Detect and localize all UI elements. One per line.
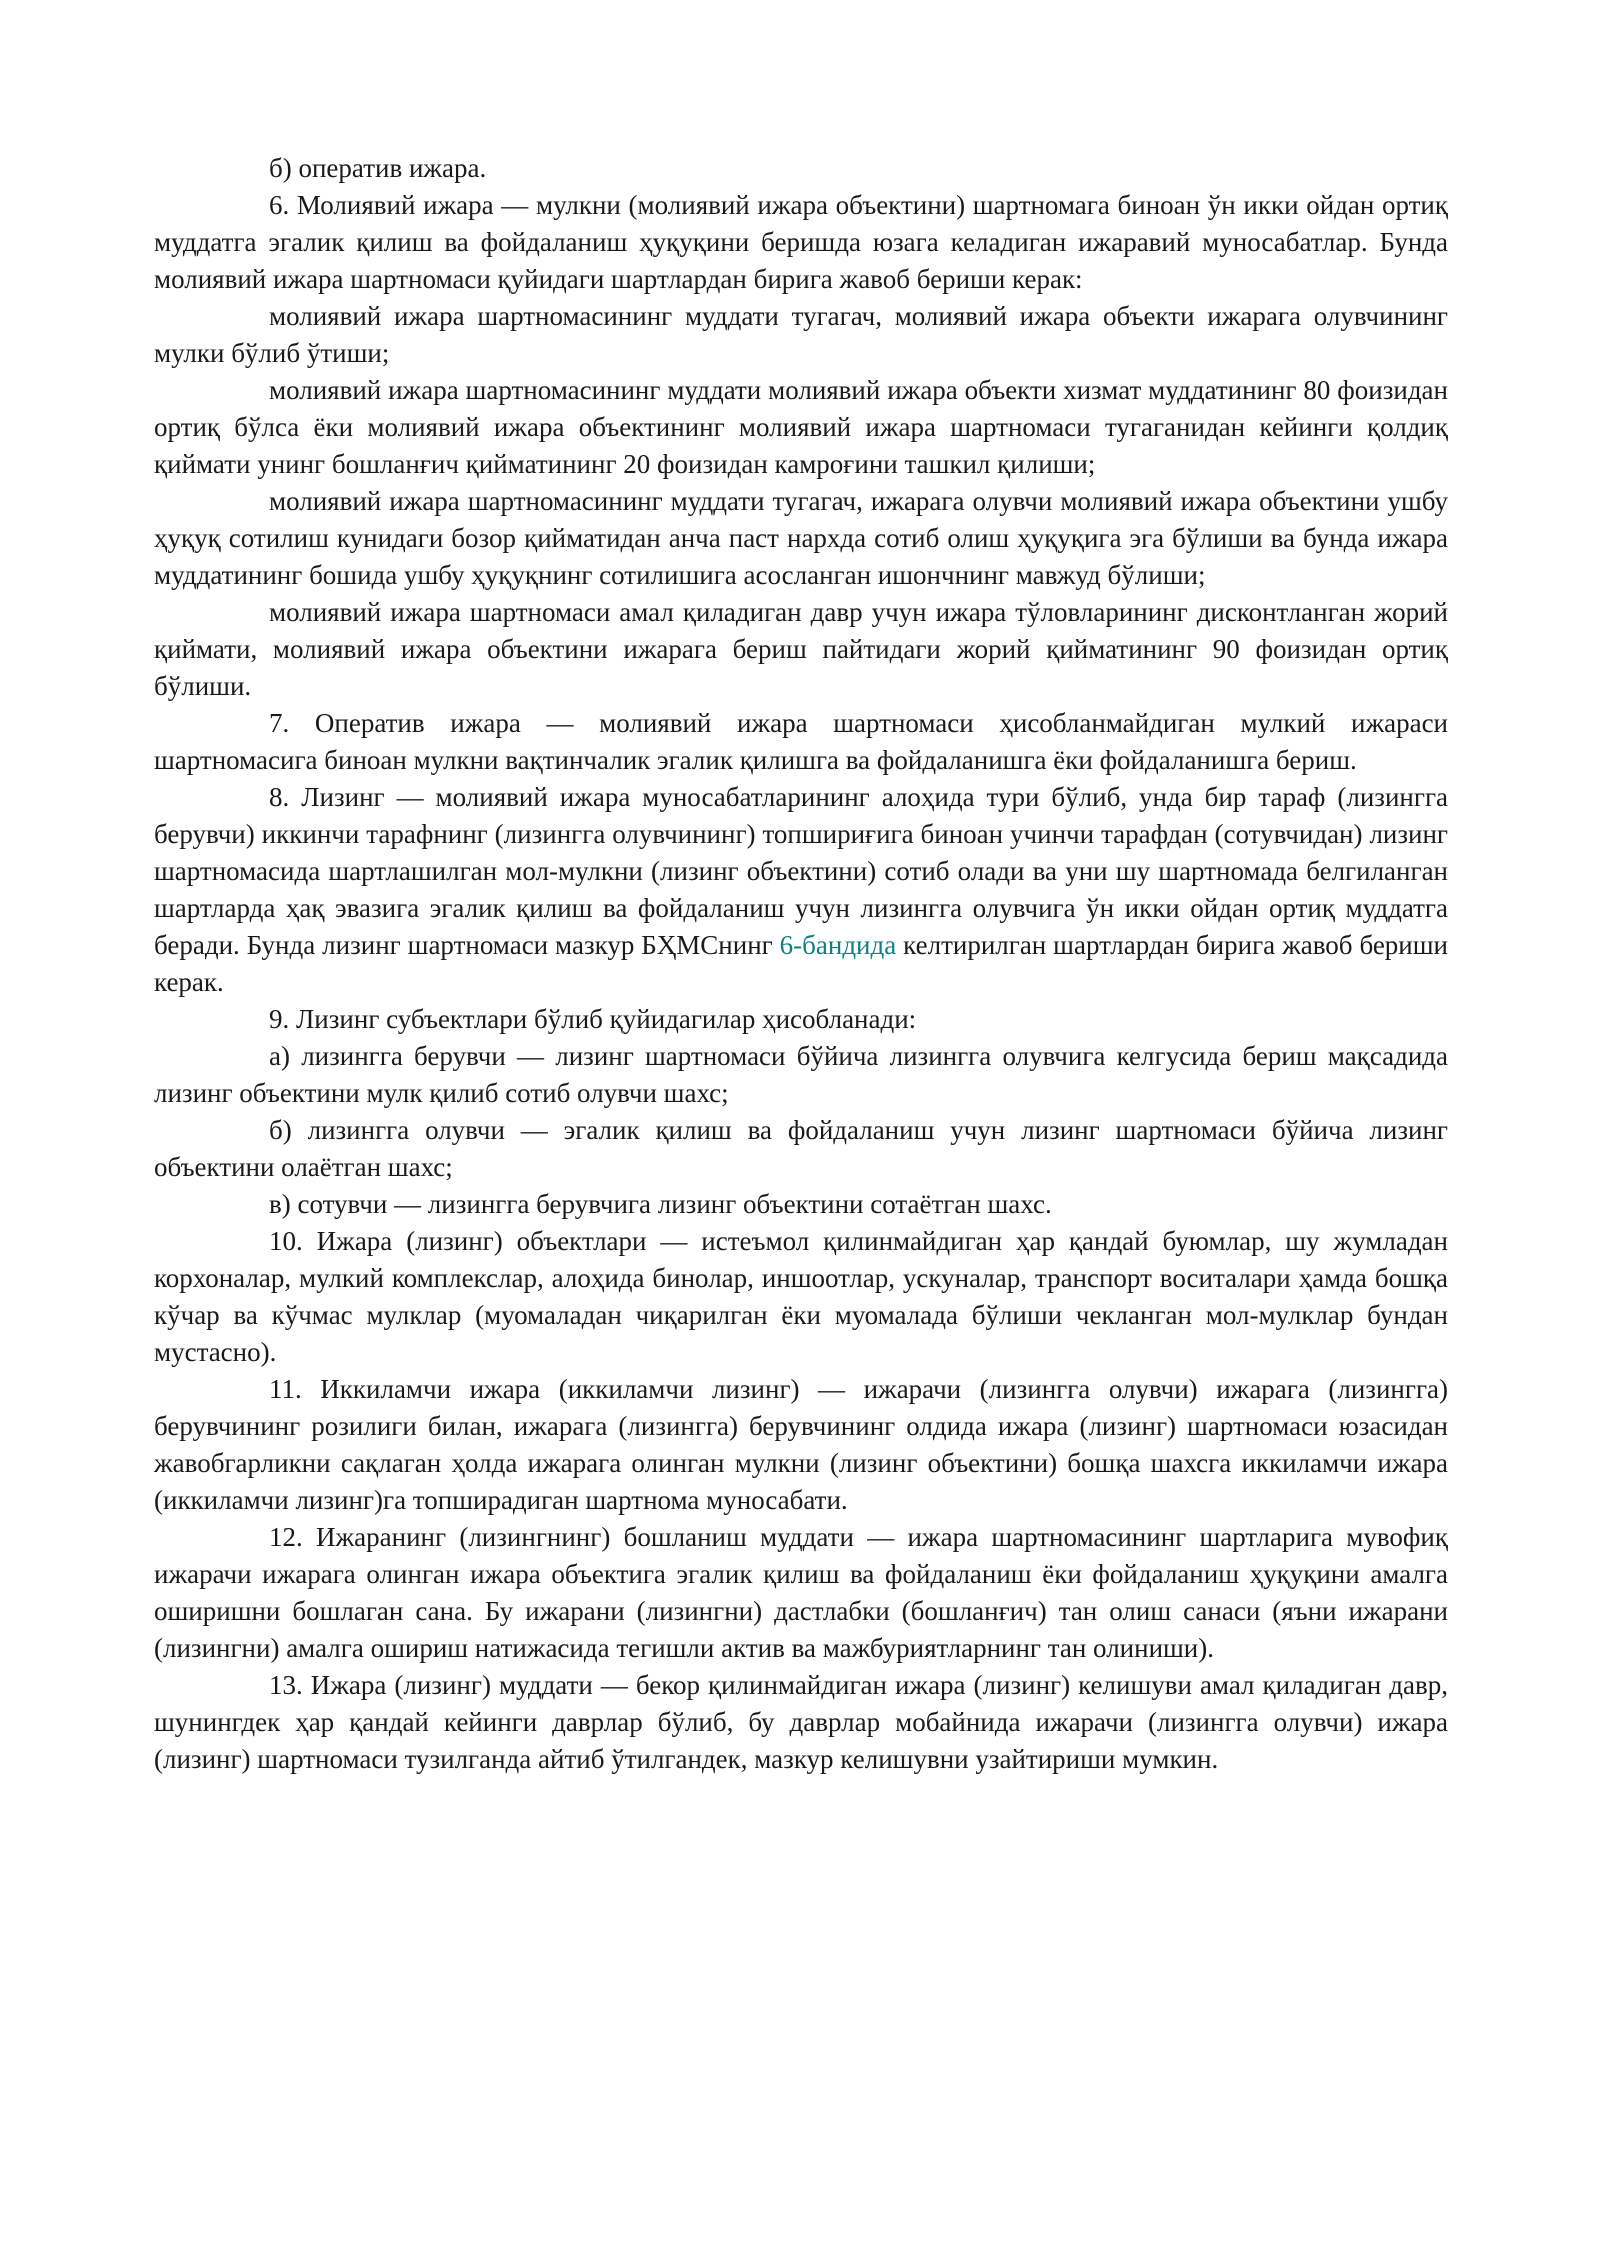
- paragraph-6-financial-lease: 6. Молиявий ижара — мулкни (молиявий ижара объектини) шартномага биноан ўн икки ойдан ортиқ муддатга эгалик қилиш ва фойдаланиш ҳуқуқини беришда юзага келадиган ижаравий муносабатлар. Бунда молиявий ижара шартномаси қуйидаги шартлардан бирига жавоб бериши керак:: [154, 190, 1448, 294]
- paragraph-condition-present-value: молиявий ижара шартномаси амал қиладиган давр учун ижара тўловларининг дисконтланган жорий қиймати, молиявий ижара объектини ижарага бериш пайтидаги жорий қийматининг 90 фоизидан ортиқ бўлиши.: [154, 597, 1448, 701]
- paragraph-item-b-operating-lease: б) оператив ижара.: [269, 153, 487, 183]
- paragraph-condition-ownership-transfer: молиявий ижара шартномасининг муддати тугагач, молиявий ижара объекти ижарага олувчининг мулки бўлиб ўтиши;: [154, 301, 1448, 368]
- paragraph-9-leasing-subjects: 9. Лизинг субъектлари бўлиб қуйидагилар ҳисобланади:: [269, 1004, 917, 1034]
- paragraph-item-a-lessor: а) лизингга берувчи — лизинг шартномаси бўйича лизингга олувчига келгусида бериш мақсадида лизинг объектини мулк қилиб сотиб олувчи шахс;: [154, 1041, 1448, 1108]
- paragraph-item-b-lessee: б) лизингга олувчи — эгалик қилиш ва фойдаланиш учун лизинг шартномаси бўйича лизинг объектини олаётган шахс;: [154, 1115, 1448, 1182]
- paragraph-8-text-after: келтирилган шартлардан бирига жавоб бериши керак.: [154, 930, 1448, 997]
- paragraph-8-text-before: 8. Лизинг — молиявий ижара муносабатларининг алоҳида тури бўлиб, унда бир тараф (лизингга берувчи) иккинчи тарафнинг (лизингга олувчининг) топшириғига биноан учинчи тарафдан (сотувчидан) лизинг шартномасида шартлашилган мол-мулкни (лизинг объектини) сотиб олади ва уни шу шартномада белгиланган шартларда ҳақ эвазига эгалик қилиш ва фойдаланиш учун лизингга олувчига ўн икки ойдан ортиқ муддатга беради. Бунда лизинг шартномаси мазкур БҲМСнинг: [154, 782, 1448, 960]
- paragraph-condition-purchase-option: молиявий ижара шартномасининг муддати тугагач, ижарага олувчи молиявий ижара объектини ушбу ҳуқуқ сотилиш кунидаги бозор қийматидан анча паст нархда сотиб олиш ҳуқуқига эга бўлиши ва бунда ижара муддатининг бошида ушбу ҳуқуқнинг сотилишига асосланган ишончнинг мавжуд бўлиши;: [154, 486, 1448, 590]
- paragraph-8-leasing: [154, 779, 1448, 1001]
- paragraph-condition-service-life: молиявий ижара шартномасининг муддати молиявий ижара объекти хизмат муддатининг 80 фоизидан ортиқ бўлса ёки молиявий ижара объектининг молиявий ижара шартномаси тугаганидан кейинги қолдиқ қиймати унинг бошланғич қийматининг 20 фоизидан камроғини ташкил қилиши;: [154, 375, 1448, 479]
- paragraph-7-operating-lease: 7. Оператив ижара — молиявий ижара шартномаси ҳисобланмайдиган мулкий ижараси шартномасига биноан мулкни вақтинчалик эгалик қилишга ва фойдаланишга ёки фойдаланишга бериш.: [154, 708, 1448, 775]
- paragraph-11-sublease: 11. Иккиламчи ижара (иккиламчи лизинг) — ижарачи (лизингга олувчи) ижарага (лизингга) берувчининг розилиги билан, ижарага (лизингга) берувчининг олдида ижара (лизинг) шартномаси юзасидан жавобгарликни сақлаган ҳолда ижарага олинган мулкни (лизинг объектини) бошқа шахсга иккиламчи ижара (иккиламчи лизинг)га топширадиган шартнома муносабати.: [154, 1374, 1448, 1515]
- document-body: [154, 150, 1448, 1778]
- paragraph-10-lease-objects: 10. Ижара (лизинг) объектлари — истеъмол қилинмайдиган ҳар қандай буюмлар, шу жумладан корхоналар, мулкий комплекслар, алоҳида бинолар, иншоотлар, ускуналар, транспорт воситалари ҳамда бошқа кўчар ва кўчмас мулклар (муомаладан чиқарилган ёки муомалада бўлиши чекланган мол-мулклар бундан мустасно).: [154, 1226, 1448, 1367]
- clause-6-link[interactable]: 6-бандида: [779, 930, 897, 960]
- paragraph-13-lease-term: 13. Ижара (лизинг) муддати — бекор қилинмайдиган ижара (лизинг) келишуви амал қиладиган давр, шунингдек ҳар қандай кейинги даврлар бўлиб, бу даврлар мобайнида ижарачи (лизингга олувчи) ижара (лизинг) шартномаси тузилганда айтиб ўтилгандек, мазкур келишувни узайтириши мумкин.: [154, 1670, 1448, 1774]
- paragraph-12-lease-commencement: 12. Ижаранинг (лизингнинг) бошланиш муддати — ижара шартномасининг шартларига мувофиқ ижарачи ижарага олинган ижара объектига эгалик қилиш ва фойдаланиш ёки фойдаланиш ҳуқуқини амалга оширишни бошлаган сана. Бу ижарани (лизингни) дастлабки (бошланғич) тан олиш санаси (яъни ижарани (лизингни) амалга ошириш натижасида тегишли актив ва мажбуриятларнинг тан олиниши).: [154, 1522, 1448, 1663]
- paragraph-item-v-seller: в) сотувчи — лизингга берувчига лизинг объектини сотаётган шахс.: [269, 1189, 1052, 1219]
